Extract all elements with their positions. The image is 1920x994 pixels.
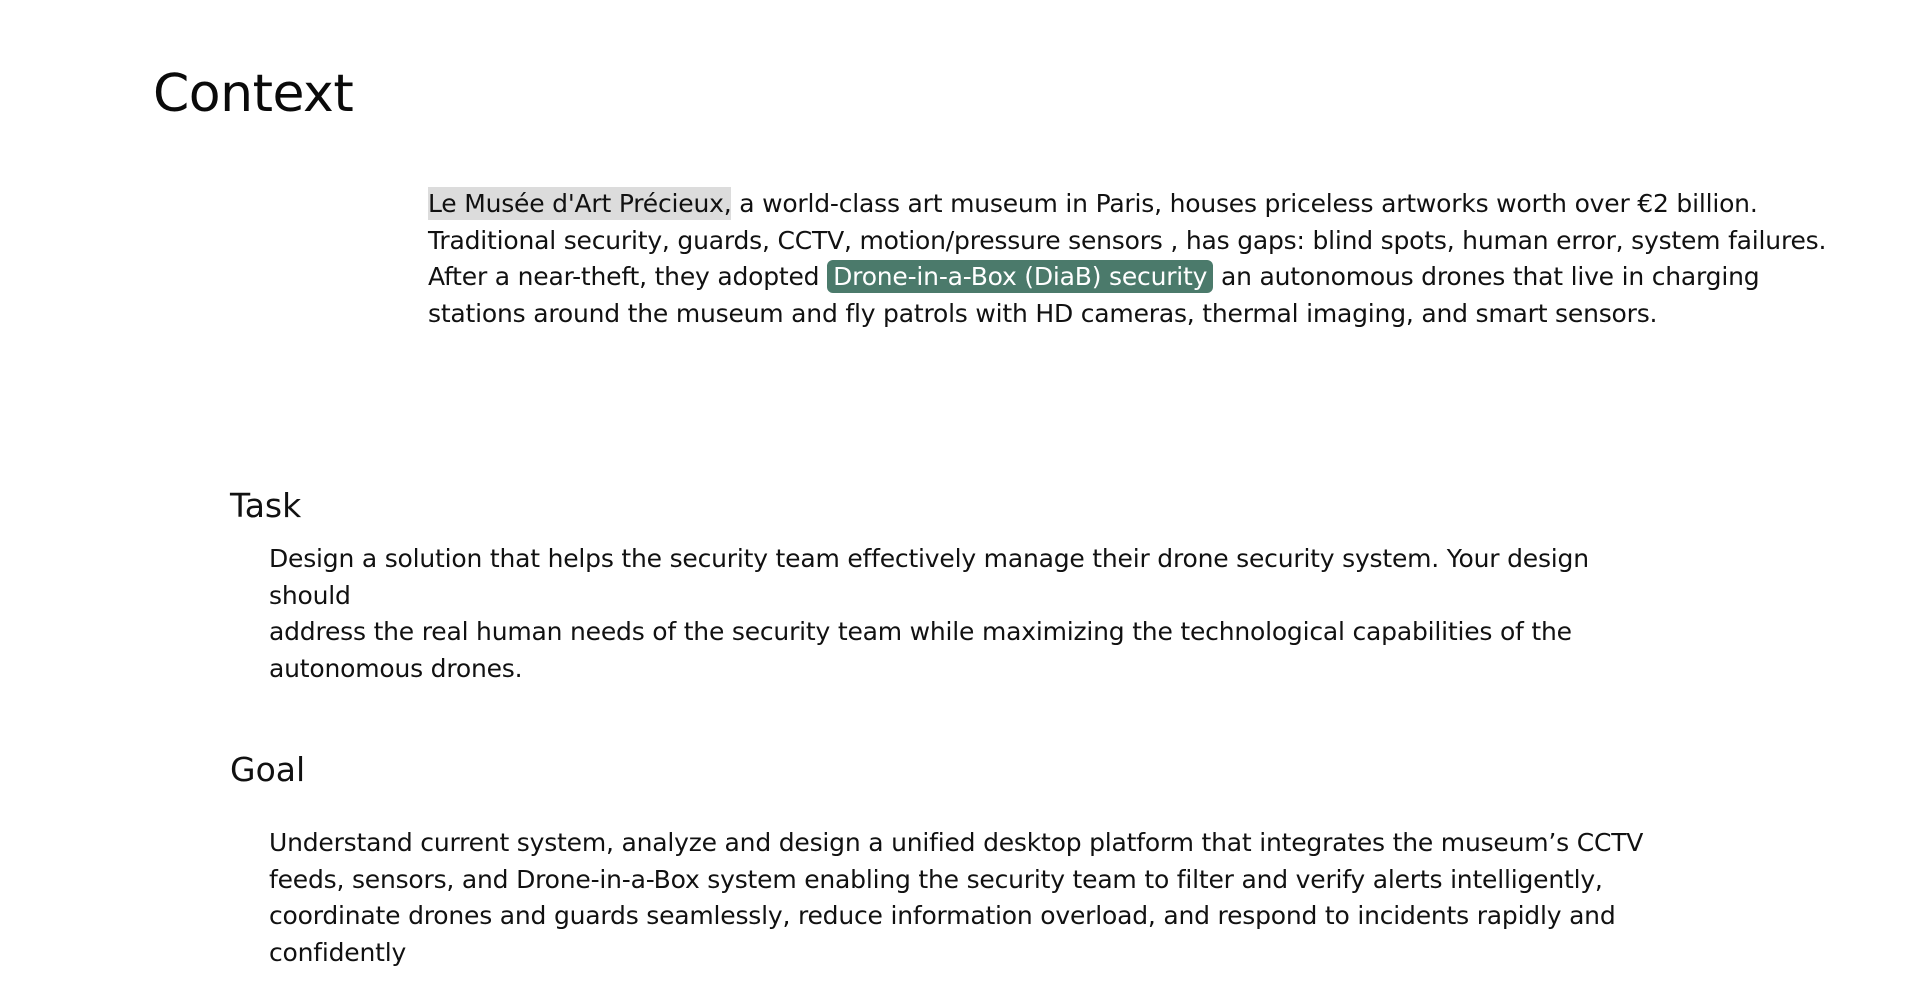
goal-line-4: confidently [269, 937, 407, 967]
context-line-2: Traditional security, guards, CCTV, motion/pressure sensors , has gaps: blind spots, human error, system failures. [428, 225, 1827, 255]
task-line-2: address the real human needs of the security team while maximizing the technological capabilities of the [269, 617, 1572, 646]
task-line-3: autonomous drones. [269, 653, 523, 683]
goal-paragraph [269, 825, 1669, 971]
goal-line-1: Understand current system, analyze and design a unified desktop platform that integrates the museum’s CCTV [269, 828, 1644, 857]
task-paragraph [269, 541, 1669, 687]
context-paragraph [428, 186, 1828, 332]
page-title: Context [153, 64, 354, 124]
diab-security-highlight: Drone-in-a-Box (DiaB) security [827, 260, 1213, 293]
context-line-3-rest: an autonomous drones that live in charging [1213, 262, 1760, 291]
museum-name-highlight: Le Musée d'Art Précieux, [428, 189, 732, 218]
goal-line-2: feeds, sensors, and Drone-in-a-Box system enabling the security team to filter and verify alerts intelligently, [269, 864, 1603, 894]
context-line-1: a world-class art museum in Paris, houses priceless artworks worth over €2 billion. [731, 189, 1758, 218]
goal-heading: Goal [230, 750, 306, 789]
context-line-3-start: After a near-theft, they adopted [428, 262, 828, 291]
context-line-4: stations around the museum and fly patrols with HD cameras, thermal imaging, and smart sensors. [428, 298, 1658, 328]
task-line-1: Design a solution that helps the security team effectively manage their drone security system. Your design should [269, 544, 1589, 610]
goal-line-3: coordinate drones and guards seamlessly, reduce information overload, and respond to incidents rapidly and [269, 901, 1616, 930]
task-heading: Task [230, 486, 302, 525]
